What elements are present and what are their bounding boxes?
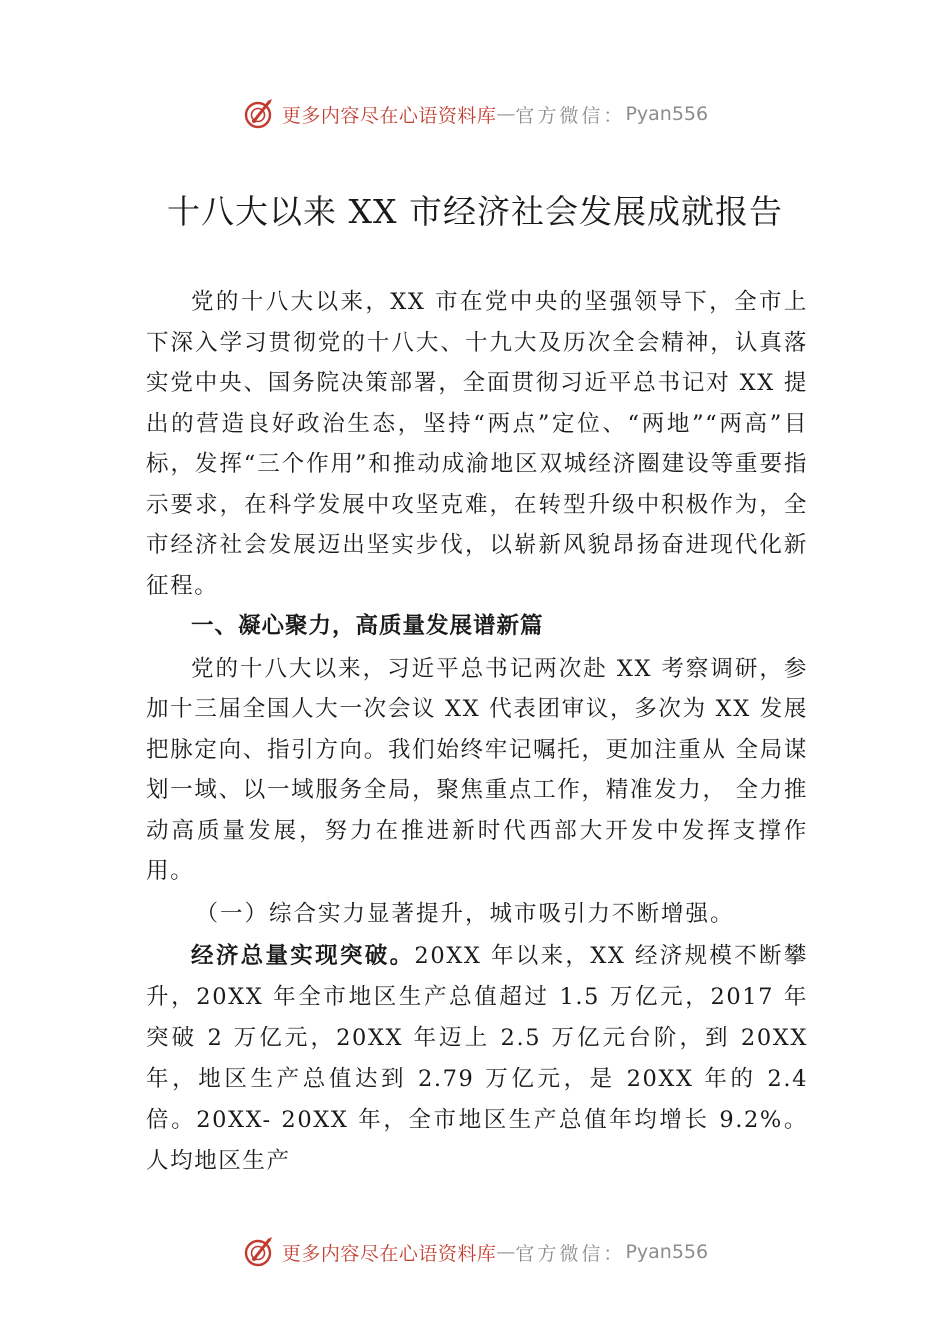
header-watermark-banner bbox=[0, 94, 950, 134]
data-paragraph bbox=[146, 936, 808, 1182]
subsection-heading: （一）综合实力显著提升，城市吸引力不断增强。 bbox=[195, 900, 735, 927]
brush-seal-logo-icon bbox=[242, 97, 276, 131]
banner-wechat-id: Pyan556 bbox=[625, 1241, 709, 1263]
section-heading: 一、凝心聚力，高质量发展谱新篇 bbox=[191, 613, 544, 639]
footer-watermark-banner bbox=[0, 1232, 950, 1272]
brush-seal-logo-icon bbox=[242, 1235, 276, 1269]
data-paragraph-text: 20XX 年以来，XX 经济规模不断攀升，20XX 年全市地区生产总值超过 1.5 万亿元，2017 年突破 2 万亿元，20XX 年迈上 2.5 万亿元台阶，到 20XX 年，地区生产总值达到 2.79 万亿元，是 20XX 年的 2.4 倍。20XX- 20XX 年，全市地区生产总值年均增长 9.2%。人均地区生产 bbox=[146, 942, 808, 1174]
document-title: 十八大以来 XX 市经济社会发展成就报告 bbox=[167, 192, 783, 231]
banner-dash: — bbox=[496, 103, 516, 125]
banner-brand-text: 更多内容尽在心语资料库 bbox=[281, 1242, 497, 1265]
banner-dash: — bbox=[496, 1241, 516, 1263]
document-body bbox=[146, 282, 808, 1182]
banner-wechat-id: Pyan556 bbox=[625, 103, 709, 125]
banner-wechat-label: 官方微信： bbox=[515, 104, 626, 127]
intro-paragraph: 党的十八大以来，XX 市在党中央的坚强领导下，全市上下深入学习贯彻党的十八大、十九大及历次全会精神，认真落实党中央、国务院决策部署，全面贯彻习近平总书记对 XX 提出的营造良好政治生态，坚持“两点”定位、“两地”“两高”目标，发挥“三个作用”和推动成渝地区双城经济圈建设等重要指示要求，在科学发展中攻坚克难，在转型升级中积极作为，全市经济社会发展迈出坚实步伐，以崭新风貌昂扬奋进现代化新征程。 bbox=[146, 289, 808, 599]
banner-brand-text: 更多内容尽在心语资料库 bbox=[281, 104, 497, 127]
banner-wechat-label: 官方微信： bbox=[515, 1242, 626, 1265]
data-paragraph-lead: 经济总量实现突破。 bbox=[191, 942, 415, 969]
section-paragraph: 党的十八大以来，习近平总书记两次赴 XX 考察调研，参加十三届全国人大一次会议 XX 代表团审议，多次为 XX 发展把脉定向、指引方向。我们始终牢记嘱托，更加注重从 全局谋划一域、以一域服务全局，聚焦重点工作，精准发力， 全力推动高质量发展，努力在推进新时代西部大开发中发挥支撑作用。 bbox=[146, 655, 808, 884]
